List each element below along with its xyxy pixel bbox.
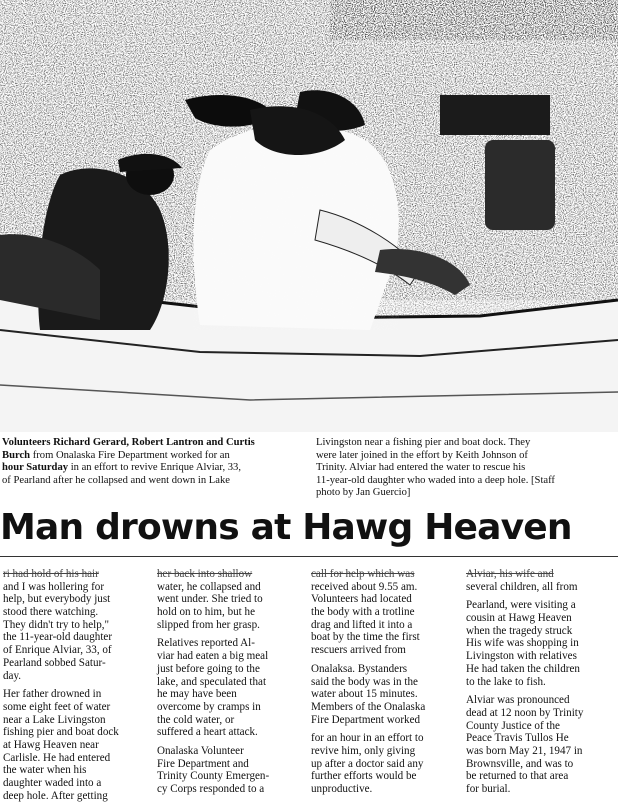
headline: Man drowns at Hawg Heaven	[0, 507, 572, 548]
article-line: at Hawg Heaven near	[3, 738, 99, 751]
article-line: He had taken the children	[466, 662, 580, 675]
caption-line: of Pearland after he collapsed and went down in Lake	[2, 474, 230, 486]
article-line: ri had hold of his hair	[3, 568, 99, 580]
article-line: cy Corps responded to a	[157, 783, 265, 795]
article-line: overcome by cramps in	[157, 700, 261, 713]
article-line: hold on to him, but he	[157, 606, 255, 619]
article-line: near a Lake Livingston	[3, 713, 106, 726]
article-line: rescuers arrived from	[311, 644, 406, 657]
article-line: water about 15 minutes.	[311, 688, 418, 701]
article-line: her back into shallow	[157, 568, 253, 580]
article-line: revive him, only giving	[311, 744, 416, 757]
article-line: viar had eaten a big meal	[157, 650, 269, 663]
divider	[0, 556, 618, 557]
article-line: Peace Travis Tullos He	[466, 732, 569, 745]
article-line: several children, all from	[466, 580, 578, 593]
article-line: be returned to that area	[466, 770, 569, 783]
article-line: unproductive.	[311, 783, 373, 795]
article-line: Trinity County Emergen-	[157, 770, 270, 783]
article-line: Onalaska Volunteer	[157, 744, 244, 757]
article-line: Pearland, were visiting a	[466, 599, 576, 612]
article-line: he may have been	[157, 688, 237, 701]
article-line: Pearland sobbed Satur-	[3, 656, 106, 669]
article-line: lake, and speculated that	[157, 675, 267, 688]
caption-line: photo by Jan Guercio]	[316, 487, 411, 499]
article-line: stood there watching.	[3, 606, 99, 619]
article-line: the cold water, or	[157, 713, 235, 726]
article-line: some eight feet of water	[3, 700, 111, 713]
article-line: dead at 12 noon by Trinity	[466, 706, 584, 719]
article-line: Volunteers had located	[311, 593, 412, 606]
article-line: received about 9.55 am.	[311, 580, 418, 593]
article-line: fishing pier and boat dock	[3, 726, 119, 739]
article-line: suffered a heart attack.	[157, 726, 258, 739]
caption-line: Livingston near a fishing pier and boat dock. They	[316, 437, 531, 448]
article-line: slipped from her grasp.	[157, 618, 260, 631]
article-line: day.	[3, 669, 22, 682]
article-column-2	[157, 568, 297, 796]
article-line: the water when his	[3, 764, 87, 777]
article-line: County Justice of the	[466, 719, 560, 732]
article-line: call for help which was	[311, 568, 415, 580]
caption-right-column	[316, 437, 616, 500]
article-line: Fire Department worked	[311, 713, 421, 726]
article-line: deep hole. After getting	[3, 789, 108, 802]
article-line: Her father drowned in	[3, 688, 102, 701]
article-line: for burial.	[466, 783, 511, 795]
caption-line: were later joined in the effort by Keith Johnson of	[316, 449, 528, 461]
article-line: Relatives reported Al-	[157, 637, 255, 650]
article-line: Carlisle. He had entered	[3, 751, 111, 764]
caption-line: hour Saturday in an effort to revive Enrique Alviar, 33,	[2, 462, 241, 474]
article-line: of Enrique Alviar, 33, of	[3, 644, 112, 657]
article-line: and I was hollering for	[3, 580, 105, 593]
article-line: the 11-year-old daughter	[3, 631, 113, 644]
article-line: boat by the time the first	[311, 631, 420, 644]
article-line: Fire Department and	[157, 757, 249, 770]
article-line: for an hour in an effort to	[311, 732, 424, 745]
article-column-3	[311, 568, 451, 796]
article-line: went under. She tried to	[157, 593, 263, 606]
article-line: They didn't try to help,"	[3, 618, 110, 631]
article-line: when the tragedy struck	[466, 624, 573, 637]
article-line: up after a doctor said any	[311, 757, 424, 770]
article-line: cousin at Hawg Heaven	[466, 612, 572, 625]
article-line: Onalaksa. Bystanders	[311, 662, 408, 675]
article-line: drag and lifted it into a	[311, 618, 413, 631]
caption-line: 11-year-old daughter who waded into a deep hole. [Staff	[316, 474, 555, 486]
photo-caption	[2, 437, 616, 497]
article-line: just before going to the	[157, 662, 260, 675]
article-line: Brownsville, and was to	[466, 757, 574, 770]
article-line: Members of the Onalaska	[311, 700, 426, 713]
article-line: Alviar was pronounced	[466, 694, 570, 707]
article-line: Alviar, his wife and	[466, 568, 554, 580]
article-line: was born May 21, 1947 in	[466, 744, 583, 757]
caption-line: Volunteers Richard Gerard, Robert Lantron and Curtis	[2, 437, 255, 448]
article-line: the body with a trotline	[311, 606, 415, 619]
article-column-1	[3, 568, 143, 802]
article-line: further efforts would be	[311, 770, 417, 783]
article-line: said the body was in the	[311, 675, 418, 688]
caption-line: Trinity. Alviar had entered the water to rescue his	[316, 462, 526, 474]
article-line: Livingston with relatives	[466, 650, 577, 663]
article-line: daughter waded into a	[3, 777, 102, 789]
article-line: to the lake to fish.	[466, 675, 546, 688]
article-line: His wife was shopping in	[466, 637, 579, 650]
article-column-4	[466, 568, 616, 796]
caption-left-column	[2, 437, 302, 487]
article-line: help, but everybody just	[3, 593, 111, 606]
caption-line: Burch from Onalaska Fire Department worked for an	[2, 449, 230, 461]
article-line: water, he collapsed and	[157, 580, 261, 593]
